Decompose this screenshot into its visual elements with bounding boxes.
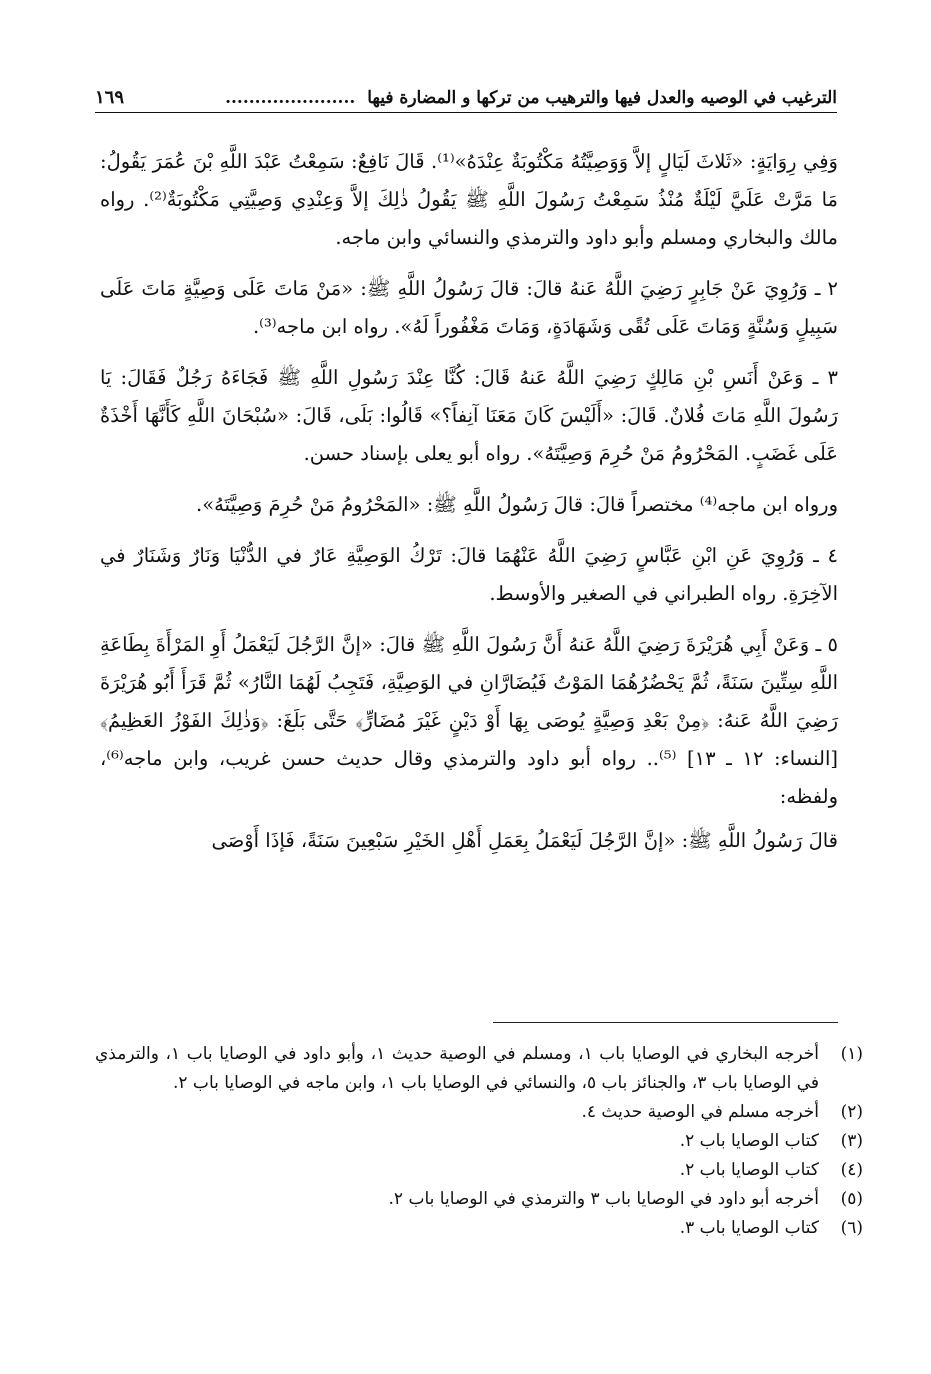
footnote-number: (٦) bbox=[840, 1218, 863, 1238]
paragraph-continuation: قالَ رَسُولُ اللَّهِ ﷺ: «إنَّ الرَّجُلَ لَيَعْمَلُ بِعَمَلِ أَهْلِ الخَيْرِ سَبْعِينَ سَنَةً، فَإذَا أَوْصَى bbox=[211, 829, 838, 852]
footnote-text: كتاب الوصايا باب ٢. bbox=[679, 1131, 819, 1151]
footnote-number: (٤) bbox=[840, 1160, 863, 1180]
footnote-divider bbox=[493, 1022, 838, 1023]
footnote-4 bbox=[95, 1156, 863, 1185]
footnote-3 bbox=[95, 1127, 863, 1156]
paragraph-hadith-5: ٥ ـ وَعَنْ أَبِي هُرَيْرَةَ رَضِيَ اللَّهُ عَنهُ أَنَّ رَسُولَ اللَّهِ ﷺ قالَ: «إنَّ الرَّجُلَ لَيَعْمَلُ أَوِ المَرْأَةَ بِطَاعَةِ اللَّهِ سِتِّينَ سَنَةً، ثُمَّ يَحْضُرُهُمَا المَوْتُ فَيُضَارَّانِ في الوَصِيَّةِ، فَتَجِبُ لَهُمَا النَّارُ» ثُمَّ قَرَأَ أَبُو هُرَيْرَةَ رَضِيَ اللَّهُ عَنهُ: ﴿مِنْ بَعْدِ وَصِيَّةٍ يُوصَى بِهَا أَوْ دَيْنٍ غَيْرَ مُضَارٍّ﴾ حَتَّى بَلَغَ: ﴿وَذٰلِكَ الفَوْزُ العَظِيمُ﴾ [النساء: ١٢ ـ ١٣] ⁽⁵⁾.. رواه أبو داود والترمذي وقال حديث حسن غريب، وابن ماجه⁽⁶⁾، ولفظه: bbox=[100, 633, 838, 808]
footnote-number: (٣) bbox=[840, 1131, 863, 1151]
footnote-text: أخرجه البخاري في الوصايا باب ١، ومسلم في الوصية حديث ١، وأبو داود في الوصايا باب ١، والترمذي في الوصايا باب ٣، والجنائز باب ٥، والنسائي في الوصايا باب ١، وابن ماجه في الوصايا باب ٢. bbox=[95, 1044, 819, 1093]
footnote-5 bbox=[95, 1185, 863, 1214]
header-leader-dots: ...................... bbox=[225, 88, 356, 108]
paragraph-1: وَفِي رِوَايَةٍ: «ثَلاثَ لَيَالٍ إلاَّ وَوَصِيَّتُهُ مَكْتُوبَةٌ عِنْدَهُ»⁽¹⁾. قَالَ نَافِعٌ: سَمِعْتُ عَبْدَ اللَّهِ بْنَ عُمَرَ يَقُولُ: مَا مَرَّتْ عَلَيَّ لَيْلَةٌ مُنْذُ سَمِعْتُ رَسُولَ اللَّهِ ﷺ يَقُولُ ذٰلِكَ إلاَّ وَعِنْدِي وَصِيَّتِي مَكْتُوبَةٌ⁽²⁾. رواه مالك والبخاري ومسلم وأبو داود والترمذي والنسائي وابن ماجه. bbox=[100, 150, 838, 249]
footnote-text: أخرجه مسلم في الوصية حديث ٤. bbox=[581, 1102, 819, 1122]
footnote-2 bbox=[95, 1098, 863, 1127]
footnote-6 bbox=[95, 1214, 863, 1243]
paragraph-ibn-majah-note: ورواه ابن ماجه⁽⁴⁾ مختصراً قالَ: قالَ رَسُولُ اللَّهِ ﷺ: «المَحْرُومُ مَنْ حُرِمَ وَصِيَّتَهُ». bbox=[196, 493, 838, 516]
main-text bbox=[100, 143, 838, 873]
footnote-text: كتاب الوصايا باب ٣. bbox=[679, 1218, 819, 1238]
running-header bbox=[95, 84, 837, 113]
header-title: الترغيب في الوصيه والعدل فيها والترهيب من تركها و المضارة فيها bbox=[367, 88, 837, 108]
paragraph-hadith-3: ٣ ـ وَعَنْ أَنَسِ بْنِ مَالِكٍ رَضِيَ اللَّهُ عَنهُ قَالَ: كُنَّا عِنْدَ رَسُولِ اللَّهِ ﷺ فَجَاءَهُ رَجُلٌ فَقَالَ: يَا رَسُولَ اللَّهِ مَاتَ فُلانٌ. قَالَ: «أَلَيْسَ كَانَ مَعَنَا آنِفاً؟» قَالُوا: بَلَى، قَالَ: «سُبْحَانَ اللَّهِ كَأَنَّهَا أَخْذَةٌ عَلَى غَضَبٍ. المَحْرُومُ مَنْ حُرِمَ وَصِيَّتَهُ». رواه أبو يعلى بإسناد حسن. bbox=[100, 366, 838, 465]
footnote-text: كتاب الوصايا باب ٢. bbox=[679, 1160, 819, 1180]
paragraph-hadith-4: ٤ ـ وَرُوِيَ عَنِ ابْنِ عَبَّاسٍ رَضِيَ اللَّهُ عَنْهُمَا قالَ: تَرْكُ الوَصِيَّةِ عَارٌ في الدُّنْيَا وَنَارٌ وَشَنَارٌ في الآخِرَةِ. رواه الطبراني في الصغير والأوسط. bbox=[100, 544, 838, 605]
page-number: ١٦٩ bbox=[95, 87, 125, 108]
paragraph-hadith-2: ٢ ـ وَرُوِيَ عَنْ جَابِرٍ رَضِيَ اللَّهُ عَنهُ قالَ: قالَ رَسُولُ اللَّهِ ﷺ: «مَنْ مَاتَ عَلَى وَصِيَّةٍ مَاتَ عَلَى سَبِيلٍ وَسُنَّةٍ وَمَاتَ عَلَى تُقًى وَشَهَادَةٍ، وَمَاتَ مَغْفُوراً لَهُ». رواه ابن ماجه⁽³⁾. bbox=[100, 277, 838, 338]
footnotes bbox=[95, 1040, 863, 1243]
footnote-number: (١) bbox=[840, 1044, 863, 1064]
footnote-text: أخرجه أبو داود في الوصايا باب ٣ والترمذي في الوصايا باب ٢. bbox=[388, 1189, 819, 1209]
footnote-1 bbox=[95, 1040, 863, 1098]
footnote-number: (٢) bbox=[840, 1102, 863, 1122]
footnote-number: (٥) bbox=[840, 1189, 863, 1209]
